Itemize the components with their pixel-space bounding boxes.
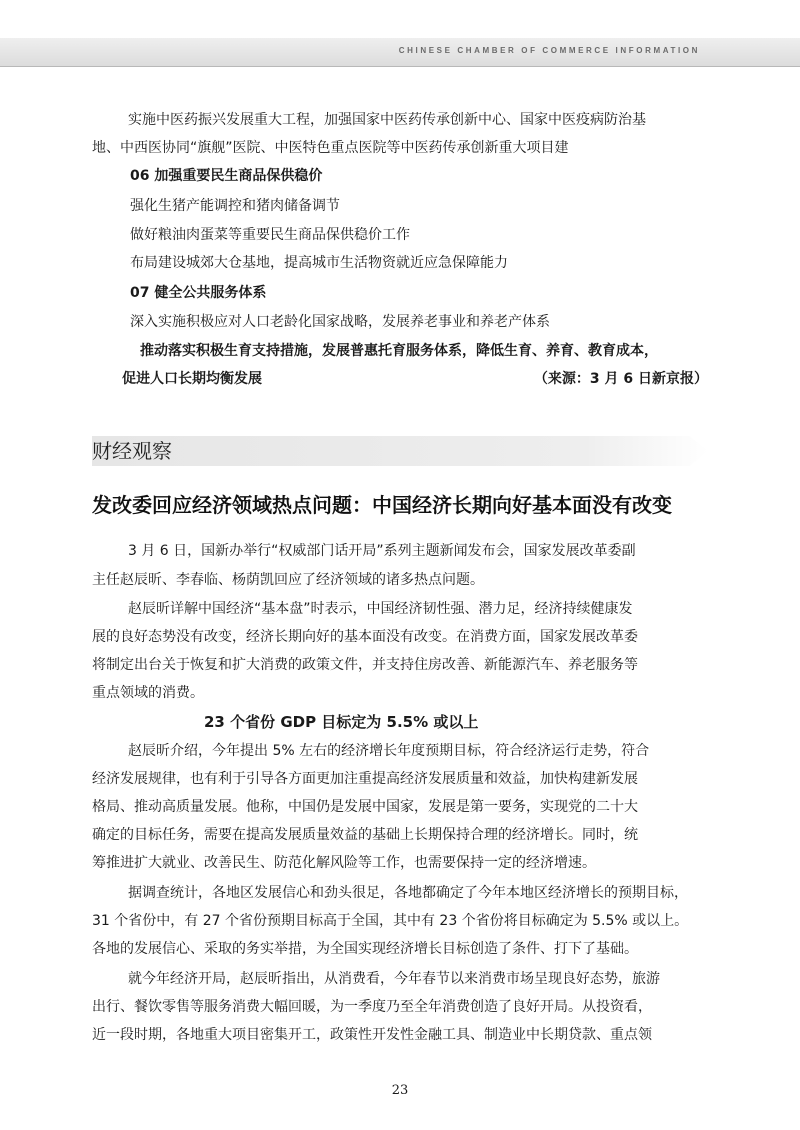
- text-line: 3 月 6 日，国新办举行“权威部门话开局”系列主题新闻发布会，国家发展改革委副: [128, 543, 636, 559]
- text-line: 据调查统计，各地区发展信心和劲头很足，各地都确定了今年本地区经济增长的预期目标，: [128, 885, 688, 901]
- subheading: 23 个省份 GDP 目标定为 5.5% 或以上: [204, 713, 479, 731]
- section-bar: [92, 436, 708, 466]
- list-item: 促进人口长期均衡发展: [122, 371, 262, 387]
- text-line: 重点领域的消费。: [92, 685, 204, 701]
- header-band: [0, 38, 800, 67]
- list-item: 布局建设城郊大仓基地，提高城市生活物资就近应急保障能力: [130, 255, 508, 271]
- text-line: 主任赵辰昕、李春临、杨荫凯回应了经济领域的诸多热点问题。: [92, 572, 484, 588]
- source-note: （来源：3 月 6 日新京报）: [533, 371, 708, 387]
- text-line: 出行、餐饮零售等服务消费大幅回暖，为一季度乃至全年消费创造了良好开局。从投资看，: [92, 999, 652, 1015]
- text-line: 31 个省份中，有 27 个省份预期目标高于全国，其中有 23 个省份将目标确定为 5.5% 或以上。: [92, 913, 689, 929]
- article-title: 发改委回应经济领域热点问题：中国经济长期向好基本面没有改变: [92, 493, 672, 517]
- text-line: 就今年经济开局，赵辰昕指出，从消费看，今年春节以来消费市场呈现良好态势，旅游: [128, 971, 660, 987]
- text-line: 实施中医药振兴发展重大工程，加强国家中医药传承创新中心、国家中医疫病防治基: [128, 112, 646, 128]
- page-number: 23: [391, 1083, 409, 1098]
- list-item: 做好粮油肉蛋菜等重要民生商品保供稳价工作: [130, 227, 410, 243]
- text-line: 展的良好态势没有改变，经济长期向好的基本面没有改变。在消费方面，国家发展改革委: [92, 629, 638, 645]
- header-text: CHINESE CHAMBER OF COMMERCE INFORMATION: [398, 46, 700, 55]
- text-line: 赵辰昕详解中国经济“基本盘”时表示，中国经济韧性强、潜力足，经济持续健康发: [128, 601, 633, 617]
- text-line: 经济发展规律，也有利于引导各方面更加注重提高经济发展质量和效益，加快构建新发展: [92, 771, 638, 787]
- list-item: 推动落实积极生育支持措施，发展普惠托育服务体系，降低生育、养育、教育成本，: [140, 343, 658, 359]
- list-item: 深入实施积极应对人口老龄化国家战略，发展养老事业和养老产体系: [130, 314, 550, 330]
- text-line: 将制定出台关于恢复和扩大消费的政策文件，并支持住房改善、新能源汽车、养老服务等: [92, 657, 638, 673]
- text-line: 格局、推动高质量发展。他称，中国仍是发展中国家，发展是第一要务，实现党的二十大: [92, 799, 638, 815]
- list-item: 强化生猪产能调控和猪肉储备调节: [130, 198, 340, 214]
- text-line: 确定的目标任务，需要在提高发展质量效益的基础上长期保持合理的经济增长。同时，统: [92, 827, 638, 843]
- section-title: 财经观察: [92, 439, 172, 463]
- text-line: 近一段时期，各地重大项目密集开工，政策性开发性金融工具、制造业中长期贷款、重点领: [92, 1027, 652, 1043]
- list-heading: 06 加强重要民生商品保供稳价: [130, 168, 323, 184]
- text-line: 各地的发展信心、采取的务实举措，为全国实现经济增长目标创造了条件、打下了基础。: [92, 941, 638, 957]
- text-line: 地、中西医协同“旗舰”医院、中医特色重点医院等中医药传承创新重大项目建: [92, 140, 569, 156]
- text-line: 赵辰昕介绍，今年提出 5% 左右的经济增长年度预期目标，符合经济运行走势，符合: [128, 743, 650, 759]
- text-line: 筹推进扩大就业、改善民生、防范化解风险等工作，也需要保持一定的经济增速。: [92, 855, 596, 871]
- list-heading: 07 健全公共服务体系: [130, 285, 267, 301]
